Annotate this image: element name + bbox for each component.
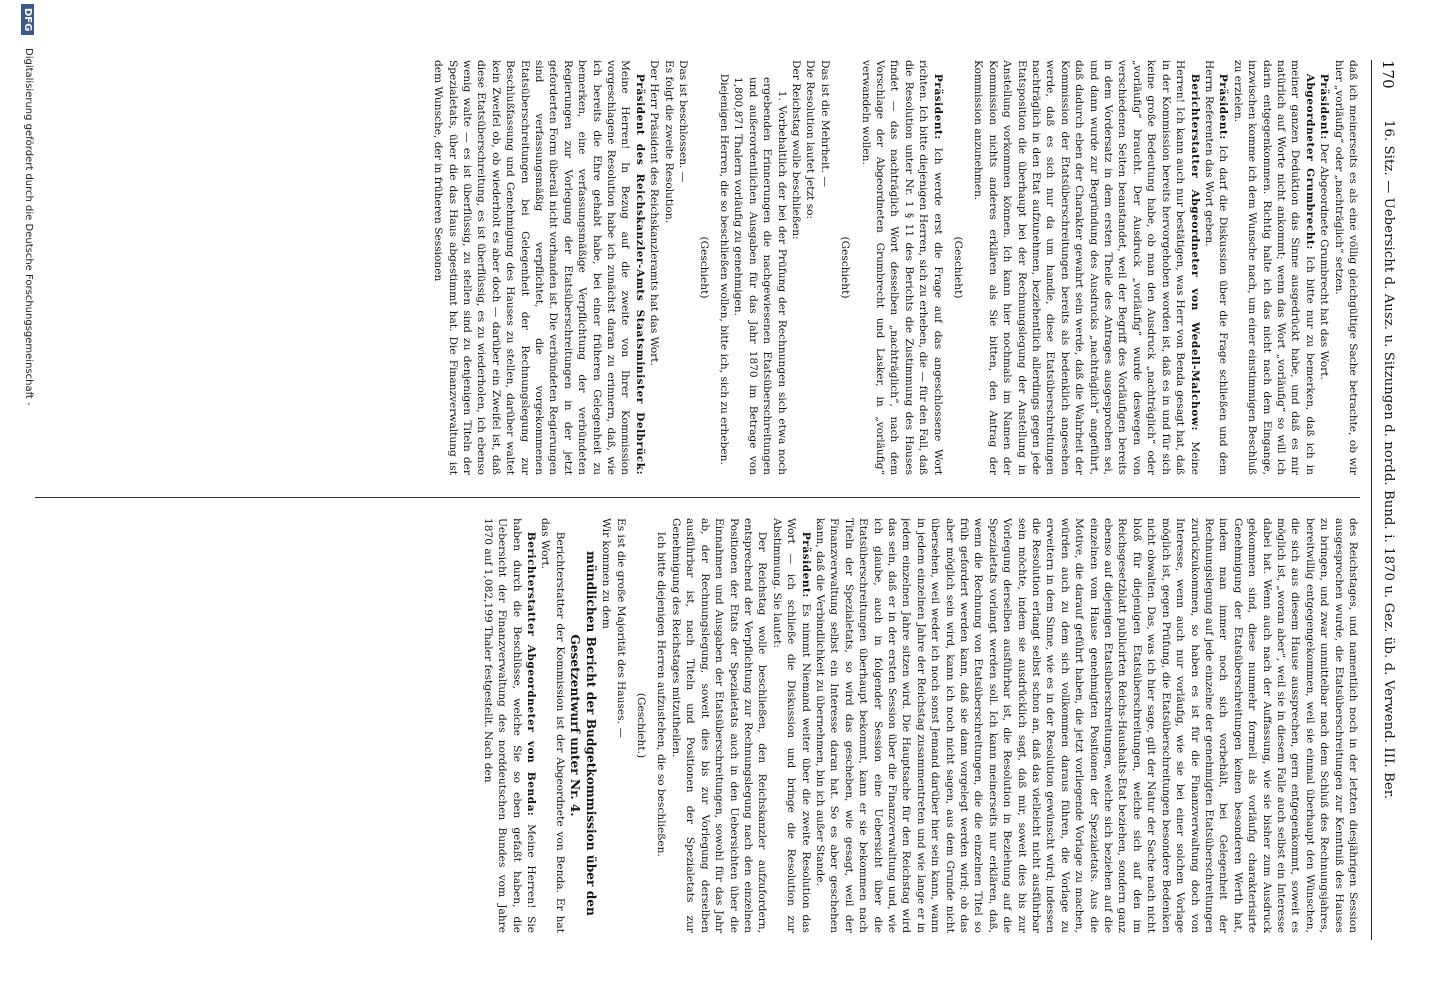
speech-text: Ich werde erst die Frage auf das angeschlossene Wort richten. Ich bitte diejenigen Herren, sich zu erheben, die — für den Fall, daß die Resolution unter Nr. 1 § 11 des Berichts die Zustimmung des Hauses findet — das nachträglich Wort desselben „nachträglich“, nach dem Vorschlage der Abgeordneten Grumbrecht und Lasker, in „vorläufig“ verwandeln wollen. bbox=[859, 60, 944, 475]
funding-note: Digitalisierung gefördert durch die Deutsche Forschungsgemeinschaft - bbox=[23, 48, 34, 406]
speech-paragraph bbox=[971, 60, 1202, 475]
speaker-name: Präsident des Reichskanzler-Amts Staatsminister Delbrück: bbox=[633, 73, 646, 475]
text-paragraph: Es ist die große Majorität des Hauses. — bbox=[614, 518, 627, 738]
speech-text: Meine Herren! Ich kann auch nur bestätigen, was Herr von Benda gesagt hat, daß in der Kommission bereits hervorgehoben worden ist, daß es in und für sich keine große Bedeutung habe, ob man den Ausdruck „nachträglich“ oder „vorläufig“ braucht. Der Ausdruck „vorläufig“ wurde deswegen von verschiedenen Seiten beanstandet, weil der Begriff des Vorläufigen bereits in dem Vordersatz in dem ersten Theile des Antrages ausgesprochen sei, und dann wurde zur Begründung des Ausdrucks „nachträglich“ angeführt, daß dadurch eben der Charakter gewahrt sein werde, daß die Wahrheit der Kommission der Etatsüberschreitungen bereits als bedenklich angesehen werde, daß es sich nur da um handle, diese Etatsüberschreitungen nachträglich in den Etat aufzunehmen, beziehentlich allerdings gegen jede Etatsposition die überhaupt bei der Rechnungslegung der Anstellung in Anstellung vorkommen können. Ich kann hier nochmals im Namen der Kommission nichts anderes erklären als Sie bitten, den Antrag der Kommission anzunehmen. bbox=[972, 60, 1201, 475]
speech-paragraph bbox=[480, 518, 538, 933]
text-paragraph: des Reichstages, und namentlich noch in der letzten diesjährigen Session ausgesprochen wurde, die Etatsüberschreitungen zur Kenntniß des Hauses zu bringen, und zwar unmittelbar nach dem Schluß des Rechnungsjahres, bereitwillig entgegengekommen, weil sie einmal überhaupt den Wünschen, die sich aus diesem Hause aussprechen, gern entgegenkommt, soweit es möglich ist, „woran aber“, weil sie in diesem Falle auch selbst ein Interesse dabei hat. Wenn auch nach der Auffassung, wie sie bisher zum Ausdruck gekommen sind, diese nunmehr formell als vorläufig charakterisirte Genehmigung der Etatsüberschreitungen keinen besonderen Werth hat, indem man immer noch sich vorbehält, bei Gelegenheit der Rechnungslegung auf jede einzelne der genehmigten Etatsüberschreitungen zurückzukommen, so haben es ist für die Finanzverwaltung doch von Interesse, wenn auch nur vorläufig, wie sie bei einer solchen Vorlage möglich ist, gegen Prüfung, die Etatsüberschreitungen besondere Bedenken nicht obwalten. Das, was ich hier sage, gilt der Natur der Sache nach nicht bloß für diejenigen Etatsüberschreitungen, welche sich auf den im Reichsgesetzblatt publicirten Reichs-Haushalts-Etat beziehen, sondern ganz ebenso auf diejenigen Etatsüberschreitungen, welche sich beziehen auf die einzelnen vom Hause genehmigten Positionen der Spezialetats. Aus die Motive, die darauf geführt haben, die jetzt vorliegende Vorlage zu machen, würden auch zu dem sich vollkommen daraus führen, die Vorlage zu erweitern in dem Sinne, wie es in der Resolution gewünscht wird; indessen die Resolution erlangt selbst schon an, daß das vielleicht nicht ausführbar sein möchte, indem sie ausdrücklich sagt, daß mir, soweit dies bis zur Vorlegung derselben ausführbar ist, die Resolution in Beziehung auf die Spezialetats vorlangt werden soll. Ich kann meinerseits nur erklären, daß, wenn die Rechnung von Etatsüberschreitungen, die die einzelnen Titel so früh gefordert werden kann, daß sie dann vorgelegt werden wird; ob das aber möglich sein wird, kann ich noch nicht sagen, aus dem Grunde nicht übersehen, weil weder ich noch sonst Jemand darüber hier sein kann, wann in jedem einzelnen Jahre der Reichstag zusammentreten und wie lange er in jedem einzelnen Jahre sitzen wird. Die Hauptsache für den Reichstag wird das sein, daß er in der ersten Session über die Finanzverwaltung und, wie ich glaube, auch in folgender Session eine Uebersicht über die Etatsüberschreitungen überhaupt bekommt, kann er sie bekommen nach Titeln der Spezialetats, so wird das gescheben, wie gesagt, weil der Finanzverwaltung selbst ein Interesse daran hat. So es aber geschehen kann, daß die Verbindlichkeit zu übernehmen, bin ich außer Stande. bbox=[813, 518, 1359, 933]
text-paragraph: Der Herr Präsident des Reichskanzleramts hat das Wort. bbox=[648, 60, 661, 366]
speaker-name: Berichterstatter Abgeordneter von Wedell-Malchow: bbox=[1188, 73, 1201, 431]
speech-text: Meine Herren! Sie haben durch die Beschlüsse, welche Sie so eben gefaßt haben, die Uebersicht der Finanzverwaltung des norddeutschen Bundes vom Jahre 1870 auf 1,082,199 Thaler festgestellt. Nach den bbox=[481, 518, 538, 933]
speaker-name: Präsident: bbox=[1318, 73, 1331, 140]
speaker-name: Präsident: bbox=[1217, 73, 1230, 140]
text-paragraph: Der Reichstag wolle beschließen: bbox=[789, 60, 802, 240]
column-divider bbox=[35, 497, 1360, 498]
speech-text: Meine Herren! In Bezug auf die zweite von Ihrer Kommission vorgeschlagene Resolution habe ich zunächst daran zu erinnern, daß, wie ich bereits die Ehre gehabt habe, bei einer früheren Gelegenheit zu bemerken, eine verfassungsmäßige Verpflichtung der verbündeten Regierungen zur Vorlegung der Etatsüberschreitungen in der jetzt geforderten Form überall nicht vorhanden ist. Die verbündeten Regierungen sind verfassungsmäßig verpflichtet, die vorgekommenen Etatsüberschreitungen bei Gelegenheit der Rechnungslegung zur Beschlußfassung und Genehmigung des Hauses zu stellen, darüber waltet kein Zweifel ob, ob wiederholt es aber doch — darüber ein Zweifel ist, daß diese Etatsüberschreitung, es ist überflüssig, es zu wiederholen, ich ebenso wenig walte — es ist überflüssig, zu stellen sind zu denjenigen Titeln der Spezialetats, über die das Haus abgestimmt hat. Die Finanzverwaltung ist dem Wunsche, der in früheren Sessionen bbox=[432, 60, 632, 475]
text-paragraph: Berichterstatter der Kommission ist der Abgeordnete von Benda. Er hat das Wort. bbox=[539, 518, 566, 933]
speech-paragraph bbox=[1317, 60, 1331, 475]
right-column bbox=[35, 518, 1360, 933]
left-column bbox=[35, 60, 1360, 475]
text-paragraph: Der Reichstag wolle beschließen, den Reichskanzler aufzufordern, entsprechend der Verpflichtung zur Rechnungslegung nach den einzelnen Positionen der Etats der Spezialetats auch in den Uebersichten über die Einnahmen und Ausgaben der Etatsüberschreitungen, sowohl für das Jahr ab, der Rechnungslegung, soweit dies bis zur Vorlegung derselben ausführbar ist, nach Titeln und Positionen der Spezialetats zur Genehmigung des Reichstages mitzutheilen. bbox=[669, 518, 769, 933]
speech-text: Der Abgeordnete Grumbrecht hat das Wort. bbox=[1318, 143, 1331, 380]
speech-paragraph bbox=[858, 60, 944, 475]
speech-paragraph bbox=[1230, 60, 1316, 475]
dfg-logo: DFG bbox=[21, 4, 34, 35]
stage-direction: (Geschieht.) bbox=[635, 692, 648, 759]
text-paragraph: Ich bitte diejenigen Herren aufzustehen, die so beschließen. bbox=[655, 531, 668, 857]
resolution-item: 1. Vorbehaltlich der bei der Prüfung der Rechnungen sich etwa noch ergebenden Erinnerungen die nachgewiesenen Etatsüberschreitungen und außerordentlichen Ausgaben für das Jahr 1870 im Betrage von 1,800,871 Thalern vorläufig zu genehmigen. bbox=[732, 76, 788, 475]
speech-text: Ich darf die Diskussion über die Frage schließen und dem Herrn Referenten das Wort geben. bbox=[1202, 60, 1230, 475]
running-title: 16. Sitz. — Uebersicht d. Ausz. u. Sitzungen d. nordd. Bund. i. 1870 u. Gez. üb. d. Verwend. III. Ber. bbox=[1381, 120, 1396, 800]
speech-paragraph bbox=[431, 60, 647, 475]
speech-paragraph bbox=[1202, 60, 1231, 475]
speaker-name: Abgeordneter Grumbrecht: bbox=[1303, 73, 1316, 250]
text-paragraph: Das ist beschlossen. — bbox=[677, 60, 690, 183]
text-paragraph: Die Resolution lautet jetzt so: bbox=[804, 60, 817, 220]
text-paragraph: Es folgt die zweite Resolution. bbox=[662, 60, 675, 224]
page-number: 170 bbox=[1379, 60, 1397, 89]
text-paragraph: daß ich meinerseits es als eine völlig gleichgültige Sache betrachte, ob wir hier „vorläufig“ oder „nachträglich“ setzen. bbox=[1332, 60, 1359, 475]
stage-direction: (Geschieht) bbox=[952, 236, 965, 299]
page-header bbox=[1374, 60, 1402, 940]
speaker-name: Präsident: bbox=[799, 531, 812, 598]
document-page bbox=[30, 60, 1402, 940]
page-footer bbox=[0, 0, 40, 1000]
text-paragraph: Wir kommen zu dem bbox=[600, 518, 613, 629]
speaker-name: Präsident: bbox=[931, 73, 944, 140]
section-heading: mündlichen Bericht der Budgetkommission über den Gesetzentwurf unter Nr. 4. bbox=[567, 551, 598, 916]
speech-paragraph bbox=[769, 518, 812, 933]
text-paragraph: Das ist die Mehrheit. — bbox=[818, 60, 831, 187]
speech-text: Es nimmt Niemand weiter über die zweite Resolution das Wort — ich schließe die Diskussion und bringe die Resolution zur Abstimmung. Sie lautet: bbox=[770, 518, 812, 933]
speech-text: Ich bitte nur zu bemerken, daß ich in meiner ganzen Deduktion das Sinne ausgedrückt habe, und daß es mir natürlich auf Worte nicht ankommt; wenn das Wort „vorläufig“ so will ich darin entgegenkommen. Richtig halte ich das nicht nach dem Eingange, inzwischen komme ich dem Wunsche nach, um einer einstimmigen Beschluß zu erzielen. bbox=[1231, 60, 1316, 475]
speaker-name: Berichterstatter Abgeordneter von Benda: bbox=[525, 531, 538, 817]
text-paragraph: Diejenigen Herren, die so beschließen wollen, bitte ich, sich zu erheben. bbox=[717, 73, 730, 465]
stage-direction: (Geschieht) bbox=[839, 236, 852, 299]
stage-direction: (Geschieht) bbox=[697, 236, 710, 299]
header-rule bbox=[1371, 60, 1372, 940]
